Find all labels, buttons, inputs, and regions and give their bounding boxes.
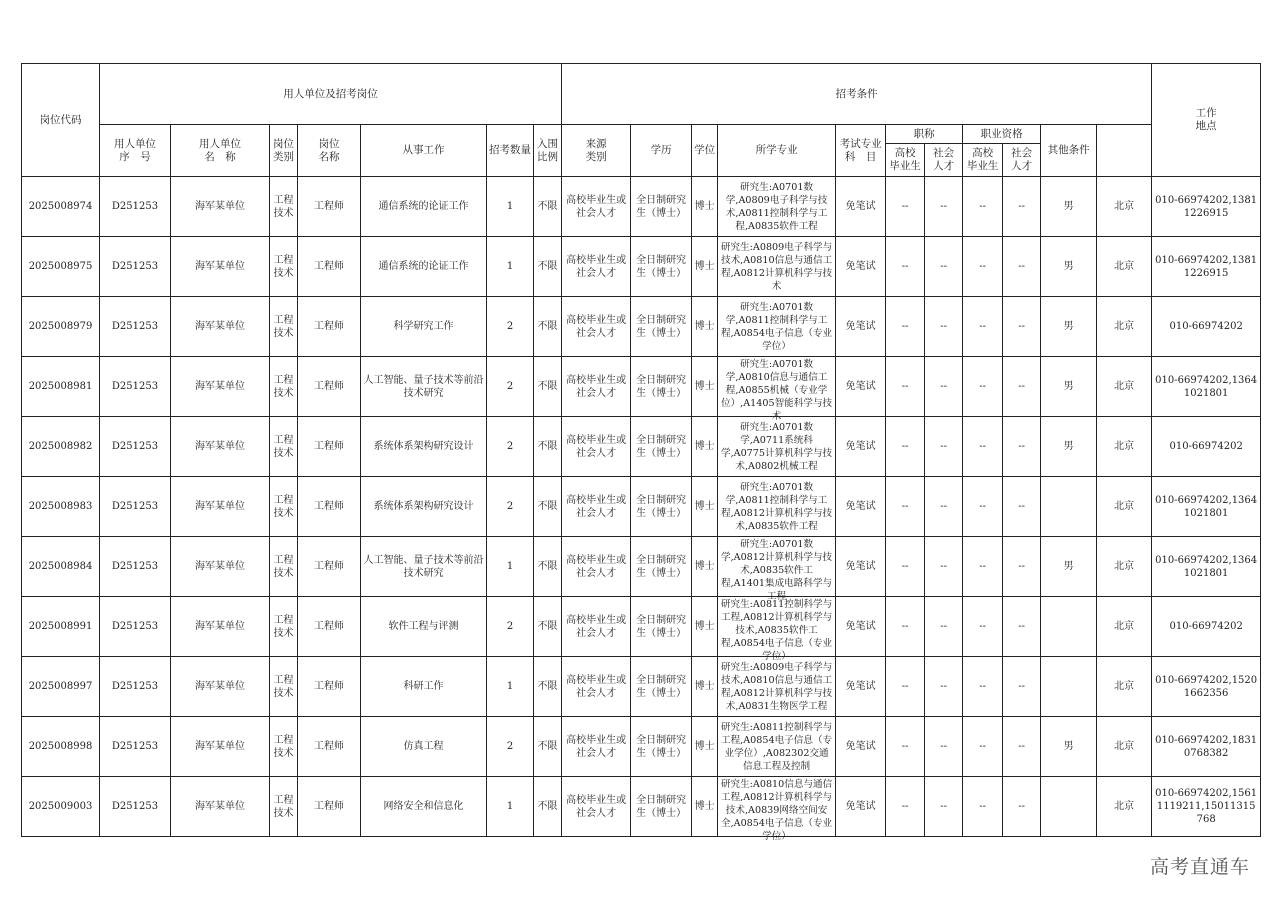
header-qual-social: 社会 人才 [1003,144,1041,177]
header-work: 从事工作 [361,125,487,177]
header-post-code: 岗位代码 [22,64,100,177]
major-cell [718,777,836,842]
degree-cell: 博士 [692,297,718,357]
qual-grad-cell: -- [963,597,1003,657]
post-code-cell: 2025008975 [22,237,100,297]
ratio-cell: 不限 [534,537,562,597]
ratio-cell: 不限 [534,777,562,837]
major-cell [718,597,836,662]
other-cell: 男 [1041,177,1097,237]
major-text: 研究生:A0701数学,A0809电子科学与技术,A0811控制科学与工程,A0835软件工程 [725,181,828,232]
header-exam: 考试专业 科 目 [836,125,886,177]
title-grad-cell: -- [886,237,925,297]
qual-grad-cell: -- [963,537,1003,597]
title-grad-cell: -- [886,777,925,837]
work-cell: 科学研究工作 [361,297,487,357]
qual-social-cell: -- [1003,477,1041,537]
unit-name-cell: 海军某单位 [171,417,270,477]
table-row [22,597,1261,657]
source-cell: 高校毕业生或社会人才 [562,237,631,297]
count-cell: 1 [487,177,534,237]
header-title-grad: 高校 毕业生 [886,144,925,177]
header-post-type: 岗位 类别 [270,125,298,177]
major-text: 研究生:A0811控制科学与工程,A0812计算机科学与技术,A0835软件工程,A0854电子信息（专业学位） [720,598,833,662]
count-cell: 1 [487,657,534,717]
exam-cell: 免笔试 [836,537,886,597]
ratio-cell: 不限 [534,297,562,357]
other-cell [1041,477,1097,537]
exam-cell: 免笔试 [836,297,886,357]
major-text: 研究生:A0701数学,A0811控制科学与工程,A0854电子信息（专业学位） [721,301,833,352]
count-cell: 2 [487,357,534,417]
location-cell: 北京 [1097,657,1152,717]
location-cell: 北京 [1097,477,1152,537]
qual-social-cell: -- [1003,597,1041,657]
unit-name-cell: 海军某单位 [171,297,270,357]
major-cell [718,717,836,777]
ratio-cell: 不限 [534,657,562,717]
unit-name-cell: 海军某单位 [171,237,270,297]
source-cell: 高校毕业生或社会人才 [562,177,631,237]
degree-cell: 博士 [692,477,718,537]
ratio-cell: 不限 [534,417,562,477]
source-cell: 高校毕业生或社会人才 [562,417,631,477]
qual-grad-cell: -- [963,237,1003,297]
phone-cell: 010-66974202,13811226915 [1152,237,1261,297]
source-cell: 高校毕业生或社会人才 [562,357,631,417]
post-name-cell: 工程师 [298,237,361,297]
major-cell [718,237,836,297]
work-cell: 仿真工程 [361,717,487,777]
title-grad-cell: -- [886,597,925,657]
qual-social-cell: -- [1003,357,1041,417]
title-social-cell: -- [925,357,963,417]
location-cell: 北京 [1097,177,1152,237]
table-row [22,417,1261,477]
location-cell: 北京 [1097,777,1152,837]
degree-cell: 博士 [692,597,718,657]
phone-cell: 010-66974202,13641021801 [1152,357,1261,417]
title-social-cell: -- [925,777,963,837]
header-location: 工作 地点 [1152,64,1261,177]
exam-cell: 免笔试 [836,777,886,837]
major-cell [718,357,836,422]
major-cell [718,657,836,717]
exam-cell: 免笔试 [836,357,886,417]
degree-cell: 博士 [692,777,718,837]
unit-seq-cell: D251253 [100,357,171,417]
qual-social-cell: -- [1003,657,1041,717]
unit-seq-cell: D251253 [100,717,171,777]
count-cell: 2 [487,717,534,777]
unit-seq-cell: D251253 [100,657,171,717]
education-cell: 全日制研究生（博士） [631,237,692,297]
post-type-cell: 工程技术 [270,417,298,477]
table-row [22,777,1261,837]
major-cell [718,477,836,537]
qual-grad-cell: -- [963,417,1003,477]
post-code-cell: 2025008997 [22,657,100,717]
title-social-cell: -- [925,297,963,357]
post-code-cell: 2025008982 [22,417,100,477]
post-name-cell: 工程师 [298,477,361,537]
work-cell: 科研工作 [361,657,487,717]
title-social-cell: -- [925,597,963,657]
post-name-cell: 工程师 [298,357,361,417]
location-cell: 北京 [1097,417,1152,477]
education-cell: 全日制研究生（博士） [631,177,692,237]
table-row [22,177,1261,237]
unit-seq-cell: D251253 [100,297,171,357]
phone-cell: 010-66974202 [1152,297,1261,357]
table-row [22,477,1261,537]
qual-social-cell: -- [1003,237,1041,297]
phone-cell: 010-66974202,13811226915 [1152,177,1261,237]
major-cell [718,177,836,237]
unit-name-cell: 海军某单位 [171,597,270,657]
post-code-cell: 2025008983 [22,477,100,537]
other-cell: 男 [1041,297,1097,357]
qual-grad-cell: -- [963,777,1003,837]
qual-grad-cell: -- [963,657,1003,717]
education-cell: 全日制研究生（博士） [631,657,692,717]
post-name-cell: 工程师 [298,657,361,717]
exam-cell: 免笔试 [836,417,886,477]
title-social-cell: -- [925,177,963,237]
header-title-group: 职称 [886,125,963,144]
count-cell: 1 [487,237,534,297]
unit-name-cell: 海军某单位 [171,177,270,237]
post-type-cell: 工程技术 [270,177,298,237]
header-major: 所学专业 [718,125,836,177]
header-unit-name: 用人单位 名 称 [171,125,270,177]
qual-social-cell: -- [1003,177,1041,237]
unit-name-cell: 海军某单位 [171,717,270,777]
post-type-cell: 工程技术 [270,237,298,297]
education-cell: 全日制研究生（博士） [631,537,692,597]
education-cell: 全日制研究生（博士） [631,477,692,537]
qual-social-cell: -- [1003,777,1041,837]
header-education: 学历 [631,125,692,177]
ratio-cell: 不限 [534,237,562,297]
table-row [22,537,1261,597]
post-type-cell: 工程技术 [270,477,298,537]
title-grad-cell: -- [886,177,925,237]
header-qual-grad: 高校 毕业生 [963,144,1003,177]
work-cell: 软件工程与评测 [361,597,487,657]
table-row [22,237,1261,297]
title-grad-cell: -- [886,717,925,777]
unit-name-cell: 海军某单位 [171,537,270,597]
source-cell: 高校毕业生或社会人才 [562,717,631,777]
education-cell: 全日制研究生（博士） [631,777,692,837]
phone-cell: 010-66974202,13641021801 [1152,537,1261,597]
header-source: 来源 类别 [562,125,631,177]
post-name-cell: 工程师 [298,177,361,237]
major-text: 研究生:A0701数学,A0812计算机科学与技术,A0835软件工程,A1401集成电路科学与工程 [721,538,833,602]
degree-cell: 博士 [692,537,718,597]
other-cell [1041,777,1097,837]
major-cell [718,417,836,477]
post-name-cell: 工程师 [298,417,361,477]
unit-seq-cell: D251253 [100,777,171,837]
header-group-unit: 用人单位及招考岗位 [100,64,562,125]
post-code-cell: 2025008998 [22,717,100,777]
qual-grad-cell: -- [963,477,1003,537]
phone-cell: 010-66974202 [1152,597,1261,657]
post-name-cell: 工程师 [298,597,361,657]
unit-name-cell: 海军某单位 [171,477,270,537]
qual-grad-cell: -- [963,177,1003,237]
location-cell: 北京 [1097,717,1152,777]
other-cell: 男 [1041,537,1097,597]
count-cell: 2 [487,297,534,357]
post-type-cell: 工程技术 [270,357,298,417]
table-row [22,657,1261,717]
other-cell: 男 [1041,417,1097,477]
degree-cell: 博士 [692,717,718,777]
header-title-social: 社会 人才 [925,144,963,177]
degree-cell: 博士 [692,177,718,237]
ratio-cell: 不限 [534,477,562,537]
header-qual-group: 职业资格 [963,125,1041,144]
post-type-cell: 工程技术 [270,597,298,657]
unit-seq-cell: D251253 [100,417,171,477]
other-cell [1041,597,1097,657]
source-cell: 高校毕业生或社会人才 [562,477,631,537]
major-text: 研究生:A0701数学,A0711系统科学,A0775计算机科学与技术,A0802机械工程 [721,421,833,472]
exam-cell: 免笔试 [836,657,886,717]
title-grad-cell: -- [886,477,925,537]
major-text: 研究生:A0701数学,A0810信息与通信工程,A0855机械（专业学位）,A1405智能科学与技术 [721,358,833,422]
major-text: 研究生:A0701数学,A0811控制科学与工程,A0812计算机科学与技术,A0835软件工程 [721,481,833,532]
count-cell: 1 [487,537,534,597]
other-cell: 男 [1041,237,1097,297]
phone-cell: 010-66974202,15201662356 [1152,657,1261,717]
work-cell: 人工智能、量子技术等前沿技术研究 [361,537,487,597]
major-text: 研究生:A0809电子科学与技术,A0810信息与通信工程,A0812计算机科学与技术,A0831生物医学工程 [720,661,833,712]
phone-cell: 010-66974202 [1152,417,1261,477]
source-cell: 高校毕业生或社会人才 [562,597,631,657]
title-grad-cell: -- [886,537,925,597]
education-cell: 全日制研究生（博士） [631,297,692,357]
unit-seq-cell: D251253 [100,597,171,657]
title-social-cell: -- [925,417,963,477]
table-row [22,297,1261,357]
source-cell: 高校毕业生或社会人才 [562,537,631,597]
location-cell: 北京 [1097,537,1152,597]
post-name-cell: 工程师 [298,537,361,597]
work-cell: 人工智能、量子技术等前沿技术研究 [361,357,487,417]
major-text: 研究生:A0809电子科学与技术,A0810信息与通信工程,A0812计算机科学与技术 [720,241,833,292]
location-cell: 北京 [1097,357,1152,417]
major-cell [718,537,836,602]
unit-seq-cell: D251253 [100,477,171,537]
degree-cell: 博士 [692,657,718,717]
count-cell: 2 [487,417,534,477]
degree-cell: 博士 [692,417,718,477]
major-text: 研究生:A0811控制科学与工程,A0854电子信息（专业学位）,A082302交通信息工程及控制 [720,721,833,772]
education-cell: 全日制研究生（博士） [631,417,692,477]
qual-social-cell: -- [1003,717,1041,777]
source-cell: 高校毕业生或社会人才 [562,657,631,717]
education-cell: 全日制研究生（博士） [631,717,692,777]
phone-cell: 010-66974202,18310768382 [1152,717,1261,777]
phone-cell: 010-66974202,13641021801 [1152,477,1261,537]
exam-cell: 免笔试 [836,237,886,297]
post-name-cell: 工程师 [298,717,361,777]
major-cell [718,297,836,357]
header-degree: 学位 [692,125,718,177]
title-social-cell: -- [925,237,963,297]
unit-seq-cell: D251253 [100,177,171,237]
education-cell: 全日制研究生（博士） [631,597,692,657]
post-code-cell: 2025009003 [22,777,100,837]
work-cell: 通信系统的论证工作 [361,237,487,297]
qual-social-cell: -- [1003,297,1041,357]
work-cell: 通信系统的论证工作 [361,177,487,237]
title-grad-cell: -- [886,297,925,357]
unit-seq-cell: D251253 [100,237,171,297]
header-post-name: 岗位 名称 [298,125,361,177]
work-cell: 系统体系架构研究设计 [361,477,487,537]
unit-name-cell: 海军某单位 [171,657,270,717]
title-social-cell: -- [925,657,963,717]
table-body [22,177,1261,842]
exam-cell: 免笔试 [836,597,886,657]
title-social-cell: -- [925,717,963,777]
qual-grad-cell: -- [963,717,1003,777]
degree-cell: 博士 [692,357,718,417]
post-code-cell: 2025008981 [22,357,100,417]
post-code-cell: 2025008974 [22,177,100,237]
qual-social-cell: -- [1003,417,1041,477]
education-cell: 全日制研究生（博士） [631,357,692,417]
header-unit-seq: 用人单位 序 号 [100,125,171,177]
work-cell: 网络安全和信息化 [361,777,487,837]
header-group-conditions: 招考条件 [562,64,1152,125]
location-cell: 北京 [1097,597,1152,657]
exam-cell: 免笔试 [836,717,886,777]
other-cell: 男 [1041,717,1097,777]
post-type-cell: 工程技术 [270,717,298,777]
table-row [22,717,1261,777]
count-cell: 1 [487,777,534,837]
location-cell: 北京 [1097,237,1152,297]
degree-cell: 博士 [692,237,718,297]
post-type-cell: 工程技术 [270,297,298,357]
header-ratio: 入围 比例 [534,125,562,177]
unit-seq-cell: D251253 [100,537,171,597]
unit-name-cell: 海军某单位 [171,357,270,417]
post-type-cell: 工程技术 [270,777,298,837]
header-other: 其他条件 [1041,125,1097,177]
title-grad-cell: -- [886,657,925,717]
qual-grad-cell: -- [963,297,1003,357]
count-cell: 2 [487,477,534,537]
title-social-cell: -- [925,477,963,537]
post-code-cell: 2025008984 [22,537,100,597]
phone-cell: 010-66974202,15611119211,15011315768 [1152,777,1261,837]
post-type-cell: 工程技术 [270,657,298,717]
recruitment-table [21,63,1261,842]
ratio-cell: 不限 [534,717,562,777]
table-row [22,357,1261,417]
unit-name-cell: 海军某单位 [171,777,270,837]
ratio-cell: 不限 [534,597,562,657]
source-cell: 高校毕业生或社会人才 [562,297,631,357]
work-cell: 系统体系架构研究设计 [361,417,487,477]
exam-cell: 免笔试 [836,477,886,537]
post-name-cell: 工程师 [298,297,361,357]
other-cell [1041,657,1097,717]
count-cell: 2 [487,597,534,657]
ratio-cell: 不限 [534,177,562,237]
title-social-cell: -- [925,537,963,597]
major-text: 研究生:A0810信息与通信工程,A0812计算机科学与技术,A0839网络空间安全,A0854电子信息（专业学位） [720,778,833,842]
other-cell: 男 [1041,357,1097,417]
post-code-cell: 2025008979 [22,297,100,357]
qual-social-cell: -- [1003,537,1041,597]
source-cell: 高校毕业生或社会人才 [562,777,631,837]
title-grad-cell: -- [886,357,925,417]
post-code-cell: 2025008991 [22,597,100,657]
title-grad-cell: -- [886,417,925,477]
post-type-cell: 工程技术 [270,537,298,597]
qual-grad-cell: -- [963,357,1003,417]
exam-cell: 免笔试 [836,177,886,237]
location-cell: 北京 [1097,297,1152,357]
ratio-cell: 不限 [534,357,562,417]
header-count: 招考数量 [487,125,534,177]
watermark: 高考直通车 [1149,856,1250,878]
post-name-cell: 工程师 [298,777,361,837]
